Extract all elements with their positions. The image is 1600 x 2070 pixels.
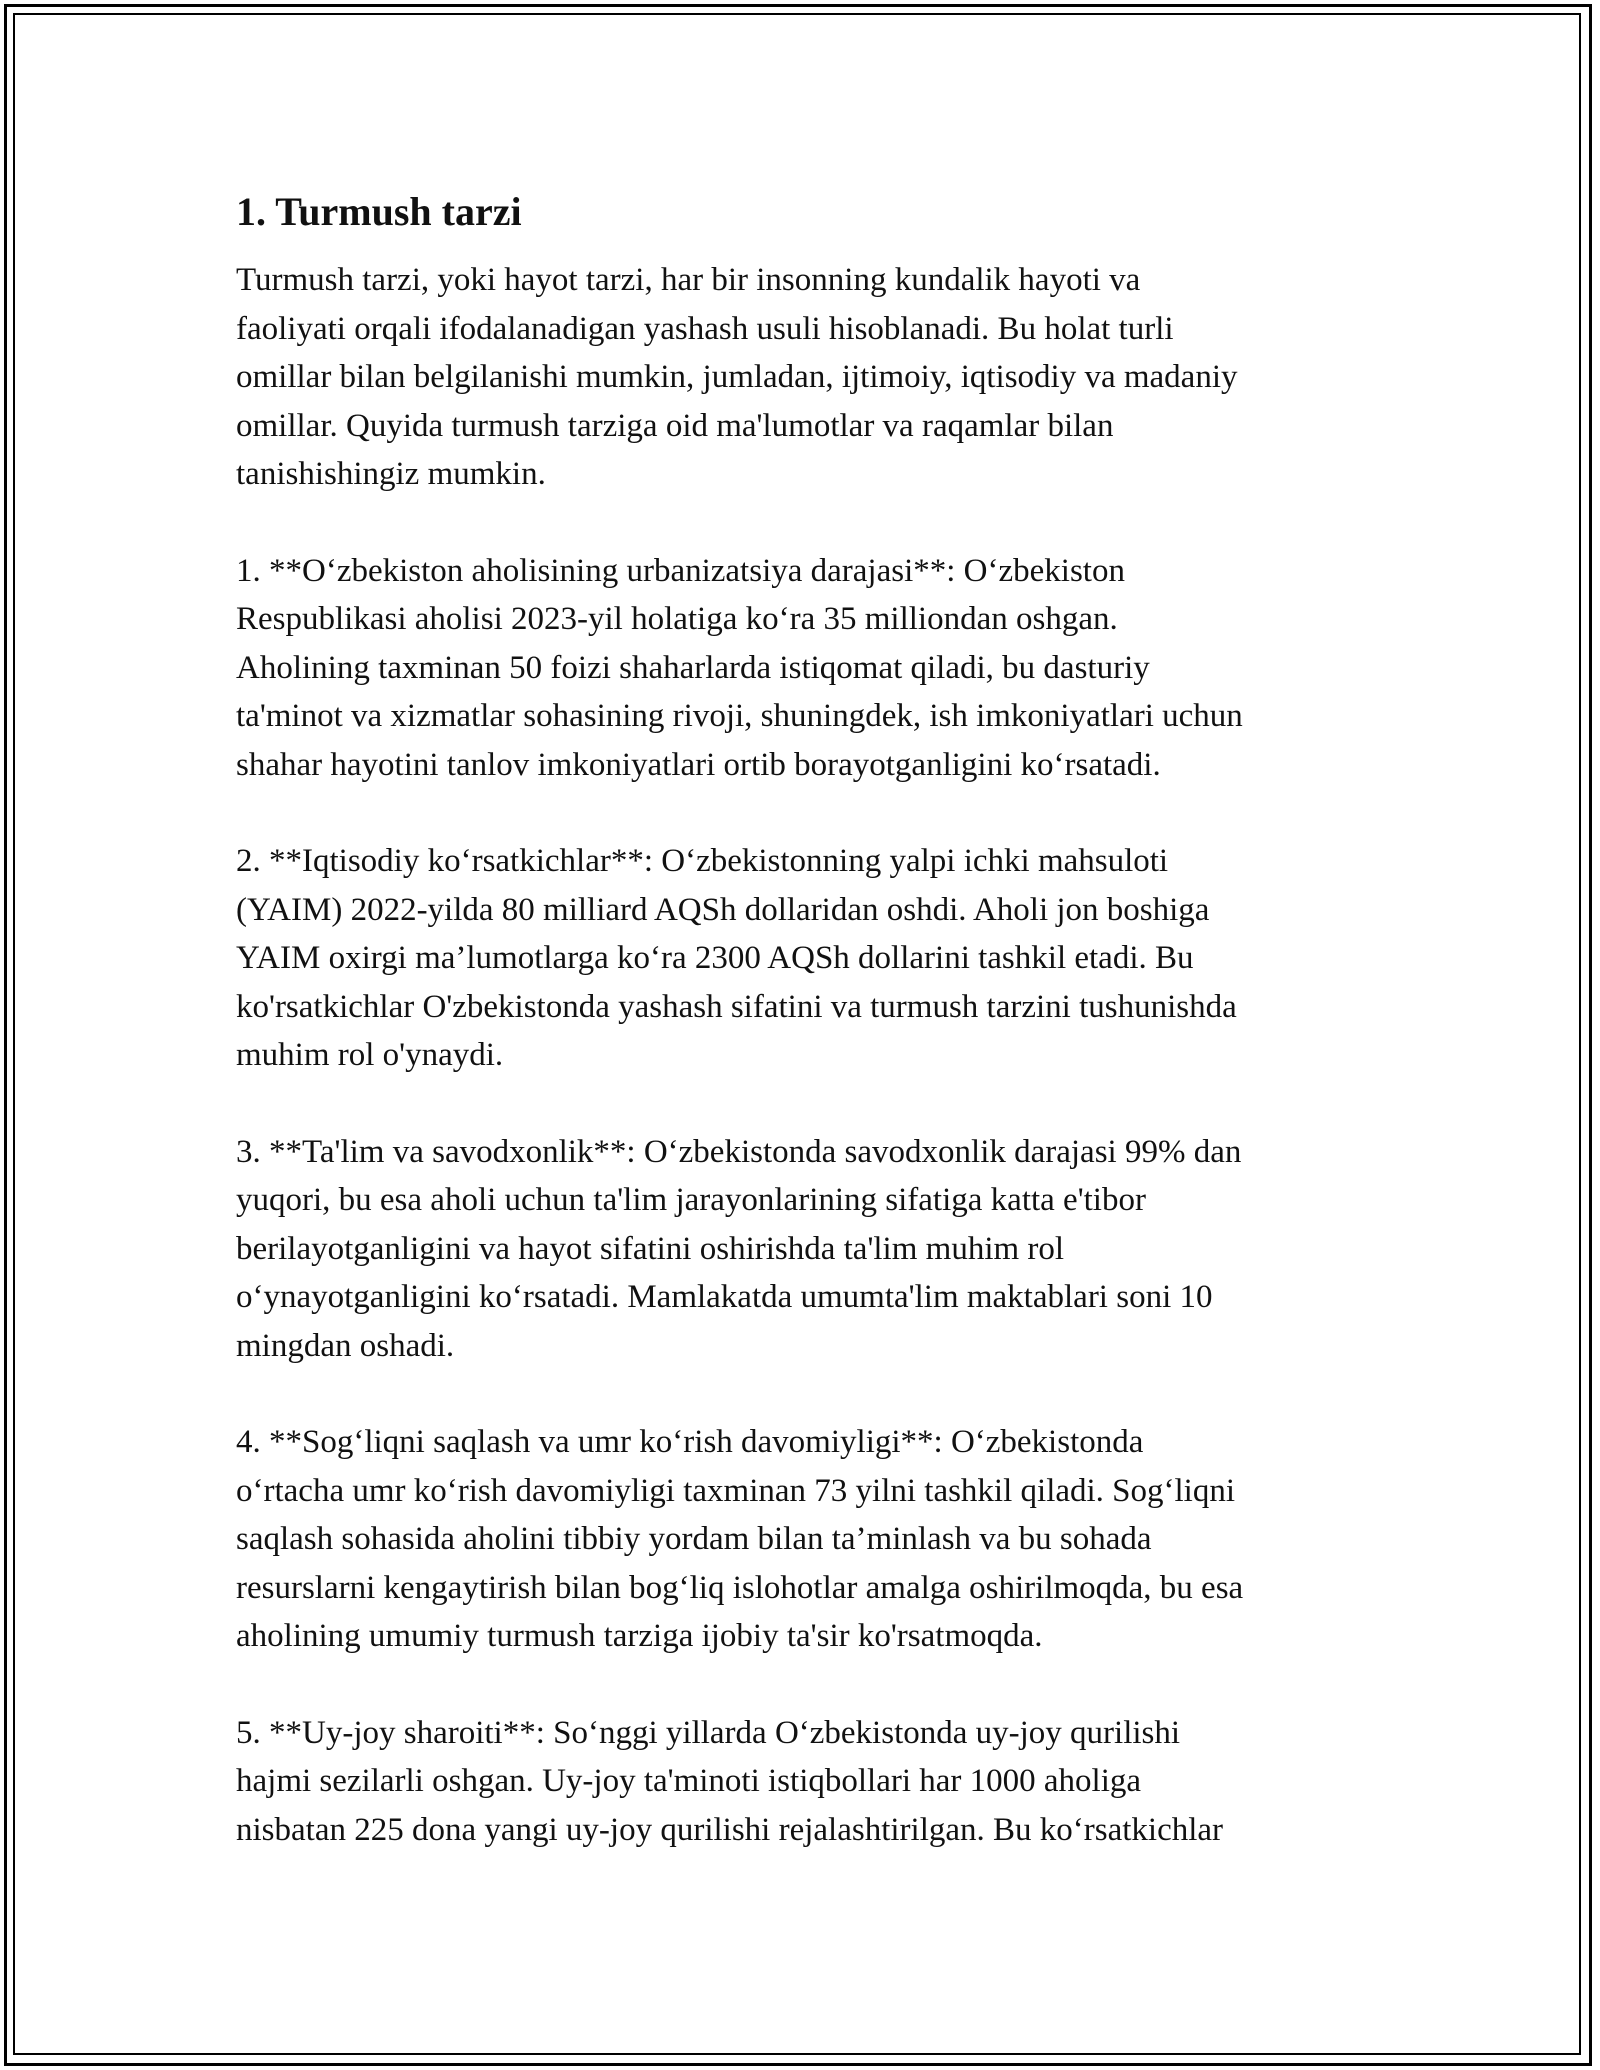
- list-item-housing-conditions: 5. **Uy-joy sharoiti**: Soʻnggi yillarda Oʻzbekistonda uy-joy qurilishi hajmi sezilarli oshgan. Uy-joy ta'minoti istiqbollari har 1000 aholiga nisbatan 225 dona yangi uy-joy qurilishi rejalashtirilgan. Bu koʻrsatkichlar: [236, 1714, 1224, 1848]
- list-item-economic-indicators: 2. **Iqtisodiy koʻrsatkichlar**: Oʻzbekistonning yalpi ichki mahsuloti (YAIM) 2022-yilda 80 milliard AQSh dollaridan oshdi. Aholi jon boshiga YAIM oxirgi ma’lumotlarga koʻra 2300 AQSh dollarini tashkil etadi. Bu ko'rsatkichlar O'zbekistonda yashash sifatini va turmush tarzini tushunishda muhim rol o'ynaydi.: [236, 843, 1237, 1073]
- list-item-healthcare-life-expectancy: 4. **Sogʻliqni saqlash va umr koʻrish davomiyligi**: Oʻzbekistonda oʻrtacha umr koʻrish davomiyligi taxminan 73 yilni tashkil qiladi. Sogʻliqni saqlash sohasida aholini tibbiy yordam bilan ta’minlash va bu sohada resurslarni kengaytirish bilan bogʻliq islohotlar amalga oshirilmoqda, bu esa aholining umumiy turmush tarziga ijobiy ta'sir ko'rsatmoqda.: [236, 1424, 1244, 1654]
- document-body: [236, 188, 1364, 1902]
- intro-paragraph: Turmush tarzi, yoki hayot tarzi, har bir insonning kundalik hayoti va faoliyati orqali ifodalanadigan yashash usuli hisoblanadi. Bu holat turli omillar bilan belgilanishi mumkin, jumladan, ijtimoiy, iqtisodiy va madaniy omillar. Quyida turmush tarziga oid ma'lumotlar va raqamlar bilan tanishishingiz mumkin.: [236, 262, 1238, 492]
- list-item-education-literacy: 3. **Ta'lim va savodxonlik**: Oʻzbekistonda savodxonlik darajasi 99% dan yuqori, bu esa aholi uchun ta'lim jarayonlarining sifatiga katta e'tibor berilayotganligini va hayot sifatini oshirishda ta'lim muhim rol oʻynayotganligini koʻrsatadi. Mamlakatda umumta'lim maktablari soni 10 mingdan oshadi.: [236, 1133, 1242, 1364]
- list-item-urbanization: 1. **Oʻzbekiston aholisining urbanizatsiya darajasi**: Oʻzbekiston Respublikasi aholisi 2023-yil holatiga koʻra 35 milliondan oshgan. Aholining taxminan 50 foizi shaharlarda istiqomat qiladi, bu dasturiy ta'minot va xizmatlar sohasining rivoji, shuningdek, ish imkoniyatlari uchun shahar hayotini tanlov imkoniyatlari ortib borayotganligini koʻrsatadi.: [236, 552, 1243, 783]
- section-heading: 1. Turmush tarzi: [236, 189, 522, 234]
